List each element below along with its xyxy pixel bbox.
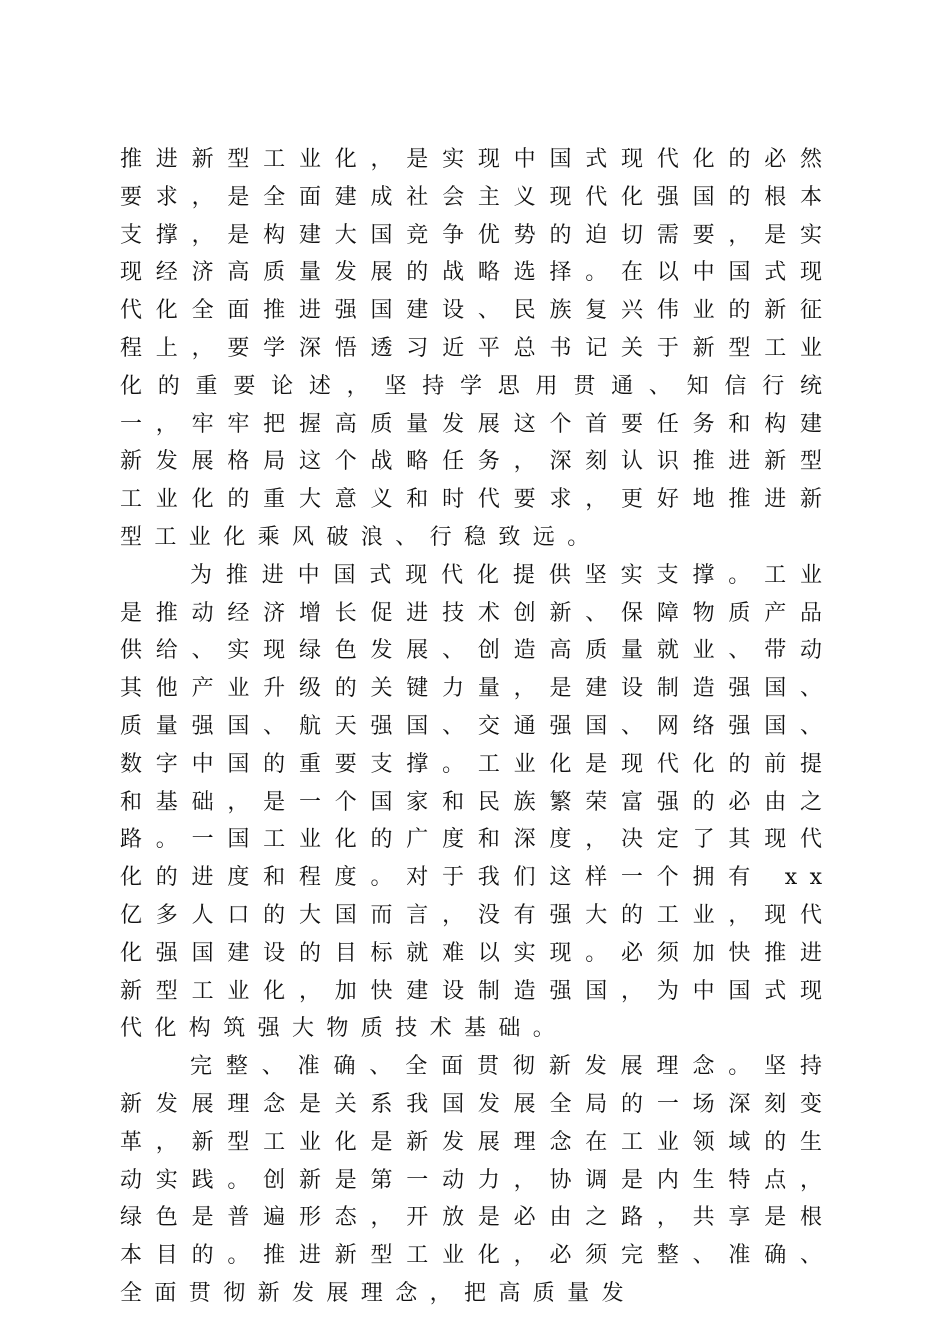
paragraph-1: 推进新型工业化，是实现中国式现代化的必然要求，是全面建成社会主义现代化强国的根本支撑，是构建大国竞争优势的迫切需要，是实现经济高质量发展的战略选择。在以中国式现代化全面推进强国建设、民族复兴伟业的新征程上，要学深悟透习近平总书记关于新型工业化的重要论述，坚持学思用贯通、知信行统一，牢牢把握高质量发展这个首要任务和构建新发展格局这个战略任务，深刻认识推进新型工业化的重大意义和时代要求，更好地推进新型工业化乘风破浪、行稳致远。 [120,147,835,550]
paragraph-2: 为推进中国式现代化提供坚实支撑。工业是推动经济增长促进技术创新、保障物质产品供给、实现绿色发展、创造高质量就业、带动其他产业升级的关键力量，是建设制造强国、质量强国、航天强国、交通强国、网络强国、数字中国的重要支撑。工业化是现代化的前提和基础，是一个国家和民族繁荣富强的必由之路。一国工业化的广度和深度，决定了其现代化的进度和程度。对于我们这样一个拥有 xx 亿多人口的大国而言，没有强大的工业，现代化强国建设的目标就难以实现。必须加快推进新型工业化，加快建设制造强国，为中国式现代化构筑强大物质技术基础。 [120,562,835,1042]
document-page [120,141,835,1313]
paragraph-3: 完整、准确、全面贯彻新发展理念。坚持新发展理念是关系我国发展全局的一场深刻变革，新型工业化是新发展理念在工业领域的生动实践。创新是第一动力，协调是内生特点，绿色是普遍形态，开放是必由之路，共享是根本目的。推进新型工业化，必须完整、准确、全面贯彻新发展理念，把高质量发 [120,1054,835,1306]
